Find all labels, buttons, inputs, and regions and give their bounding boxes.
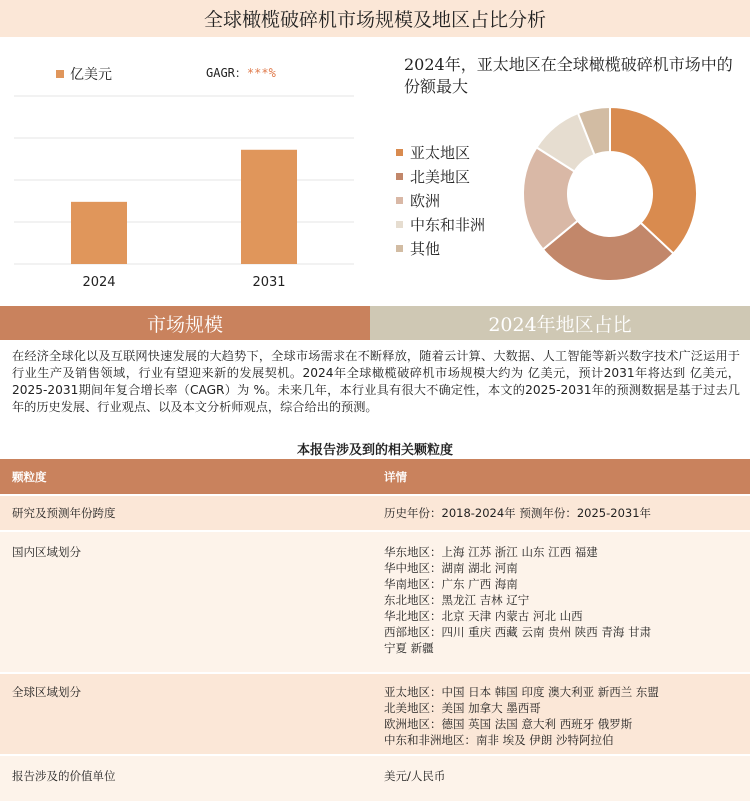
row-detail: 历史年份：2018-2024年 预测年份：2025-2031年 [384,506,652,520]
cagr-value: ***% [246,66,276,80]
legend-label: 中东和非洲 [410,215,486,234]
bar-2024 [71,202,127,264]
section-region-share: 2024年地区占比 [370,306,750,340]
page-title: 全球橄榄破碎机市场规模及地区占比分析 [0,0,750,37]
pie-legend-item [396,164,485,188]
legend-label: 亿美元 [70,67,112,83]
x-tick-label: 2024 [82,275,116,290]
summary-paragraph: 在经济全球化以及互联网快速发展的大趋势下，全球市场需求在不断释放，随着云计算、大数据、人工智能等新兴数字技术广泛运用于行业生产及销售领域，行业有望迎来新的发展契机。2024年全球橄榄破碎机市场规模大约为 亿美元，预计2031年将达到 亿美元，2025-2031期间年复合增长率（CAGR）为 %。未来几年，本行业具有很大不确定性，本文的2025-2031年的预测数据是基于过去几年的历史发展、行业观点、以及本文分析师观点，综合给出的预测。 [12,349,740,414]
bar-legend [56,64,112,84]
legend-swatch [396,245,403,252]
pie-legend-item [396,236,485,260]
bar-2031 [241,150,297,264]
legend-label: 其他 [410,239,441,258]
cagr-text: GAGR： [206,66,247,80]
x-tick-label: 2031 [252,275,286,290]
table-row [0,756,750,801]
pie-legend [396,140,485,260]
header-granularity: 颗粒度 [12,469,47,484]
legend-swatch [396,197,403,204]
cagr-label [206,64,276,81]
legend-swatch [56,70,64,78]
header-detail: 详情 [384,469,407,484]
row-detail: 美元/人民币 [384,769,446,783]
row-label: 全球区域划分 [12,685,81,699]
donut-chart-svg [520,104,700,284]
legend-label: 亚太地区 [410,143,471,162]
table-row [0,496,750,530]
legend-swatch [396,221,403,228]
pie-legend-item [396,140,485,164]
table-header-row [0,459,750,494]
row-label: 研究及预测年份跨度 [12,506,116,520]
table-title: 本报告涉及到的相关颗粒度 [296,443,453,458]
table-row [0,674,750,754]
pie-legend-item [396,188,485,212]
row-label: 报告涉及的价值单位 [12,769,116,783]
section-market-size: 市场规模 [0,306,370,340]
row-detail: 亚太地区：中国 日本 韩国 印度 澳大利亚 新西兰 东盟 北美地区：美国 加拿大 墨西哥 欧洲地区：德国 英国 法国 意大利 西班牙 俄罗斯 中东和非洲地区：南非 埃及 伊朗 沙特阿拉伯 [384,685,659,747]
row-label: 国内区域划分 [12,545,81,559]
row-detail: 华东地区：上海 江苏 浙江 山东 江西 福建 华中地区：湖南 湖北 河南 华南地区：广东 广西 海南 东北地区：黑龙江 吉林 辽宁 华北地区：北京 天津 内蒙古 河北 山西 西部地区：四川 重庆 西藏 云南 贵州 陕西 青海 甘肃 宁夏 新疆 [384,545,652,655]
pie-slice-0 [610,107,697,254]
market-size-chart [14,44,354,294]
pie-title: 2024年，亚太地区在全球橄榄破碎机市场中的份额最大 [404,55,733,96]
legend-label: 欧洲 [410,191,441,210]
legend-label: 北美地区 [410,167,471,186]
table-row [0,532,750,672]
legend-swatch [396,173,403,180]
legend-swatch [396,149,403,156]
pie-legend-item [396,212,485,236]
